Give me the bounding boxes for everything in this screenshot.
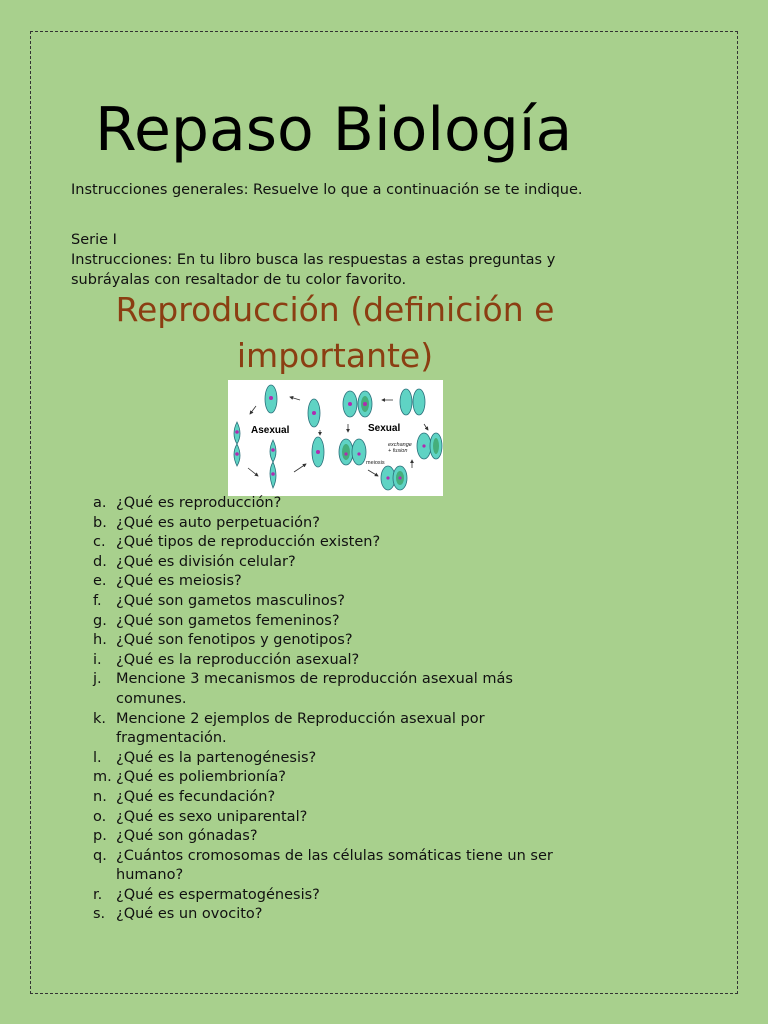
question-item bbox=[93, 847, 583, 886]
question-marker: s. bbox=[93, 906, 106, 923]
question-marker: b. bbox=[93, 514, 107, 531]
question-text: ¿Qué es meiosis? bbox=[116, 573, 242, 590]
question-item bbox=[93, 494, 583, 514]
fusion-label: + fusion bbox=[388, 448, 408, 454]
question-item bbox=[93, 651, 583, 671]
question-item bbox=[93, 514, 583, 534]
question-item bbox=[93, 670, 583, 709]
question-text: ¿Qué es poliembrionía? bbox=[116, 769, 286, 786]
question-item bbox=[93, 710, 583, 749]
question-text: ¿Qué es un ovocito? bbox=[116, 906, 263, 923]
reproduction-diagram bbox=[228, 380, 443, 496]
question-marker: g. bbox=[93, 612, 107, 629]
question-marker: l. bbox=[93, 749, 102, 766]
section-title: Reproducción (definición e importante) bbox=[115, 290, 555, 375]
sexual-cells bbox=[339, 389, 442, 490]
question-marker: r. bbox=[93, 886, 103, 903]
question-item bbox=[93, 788, 583, 808]
reproduction-diagram-svg bbox=[228, 380, 443, 496]
question-marker: q. bbox=[93, 847, 107, 864]
question-text: ¿Qué es auto perpetuación? bbox=[116, 514, 320, 531]
question-marker: a. bbox=[93, 495, 107, 511]
general-instructions: Instrucciones generales: Resuelve lo que a continuación se te indique. bbox=[71, 182, 583, 198]
series-instructions: Instrucciones: En tu libro busca las respuestas a estas preguntas y subráyalas con resaltador de tu color favorito. bbox=[71, 252, 556, 288]
question-item bbox=[93, 768, 583, 788]
question-item bbox=[93, 827, 583, 847]
question-text: ¿Cuántos cromosomas de las células somáticas tiene un ser humano? bbox=[116, 847, 553, 884]
question-marker: c. bbox=[93, 534, 106, 551]
question-marker: d. bbox=[93, 553, 107, 570]
question-text: ¿Qué es la reproducción asexual? bbox=[116, 651, 360, 668]
question-item bbox=[93, 592, 583, 612]
question-marker: j. bbox=[93, 671, 102, 688]
question-item bbox=[93, 533, 583, 553]
question-marker: o. bbox=[93, 808, 107, 825]
question-item bbox=[93, 808, 583, 828]
question-text: ¿Qué es sexo uniparental? bbox=[116, 808, 308, 825]
question-marker: m. bbox=[93, 769, 112, 786]
question-marker: p. bbox=[93, 828, 107, 845]
question-item bbox=[93, 905, 583, 925]
page-title: Repaso Biología bbox=[95, 95, 573, 165]
series-block bbox=[71, 230, 591, 290]
question-text: ¿Qué es división celular? bbox=[116, 553, 296, 570]
question-marker: f. bbox=[93, 592, 102, 609]
question-list bbox=[93, 494, 583, 925]
asexual-cells bbox=[234, 385, 324, 488]
question-text: ¿Qué son fenotipos y genotipos? bbox=[116, 632, 353, 649]
question-text: ¿Qué son gametos masculinos? bbox=[116, 592, 346, 609]
question-marker: i. bbox=[93, 651, 102, 668]
question-text: ¿Qué es fecundación? bbox=[116, 788, 276, 805]
question-item bbox=[93, 631, 583, 651]
question-marker: e. bbox=[93, 573, 107, 590]
question-item bbox=[93, 886, 583, 906]
question-marker: k. bbox=[93, 710, 107, 727]
dividing-cell bbox=[234, 422, 240, 466]
question-item bbox=[93, 572, 583, 592]
question-text: Mencione 3 mecanismos de reproducción asexual más comunes. bbox=[116, 671, 513, 707]
question-item bbox=[93, 749, 583, 769]
question-marker: n. bbox=[93, 788, 107, 805]
question-text: ¿Qué tipos de reproducción existen? bbox=[116, 534, 381, 551]
question-marker: h. bbox=[93, 632, 107, 649]
dividing-cell bbox=[270, 440, 276, 488]
sexual-label: Sexual bbox=[368, 423, 401, 434]
question-text: ¿Qué es la partenogénesis? bbox=[116, 749, 317, 766]
asexual-label: Asexual bbox=[251, 425, 290, 436]
question-text: ¿Qué es espermatogénesis? bbox=[116, 886, 320, 903]
question-item bbox=[93, 553, 583, 573]
question-text: ¿Qué son gónadas? bbox=[116, 828, 258, 845]
question-text: ¿Qué es reproducción? bbox=[116, 495, 282, 511]
question-text: Mencione 2 ejemplos de Reproducción asexual por fragmentación. bbox=[116, 710, 485, 747]
exchange-label: exchange bbox=[388, 442, 412, 448]
question-text: ¿Qué son gametos femeninos? bbox=[116, 612, 340, 629]
meiosis-label: meiosis bbox=[366, 460, 385, 466]
question-item bbox=[93, 612, 583, 632]
series-name: Serie I bbox=[71, 232, 117, 248]
